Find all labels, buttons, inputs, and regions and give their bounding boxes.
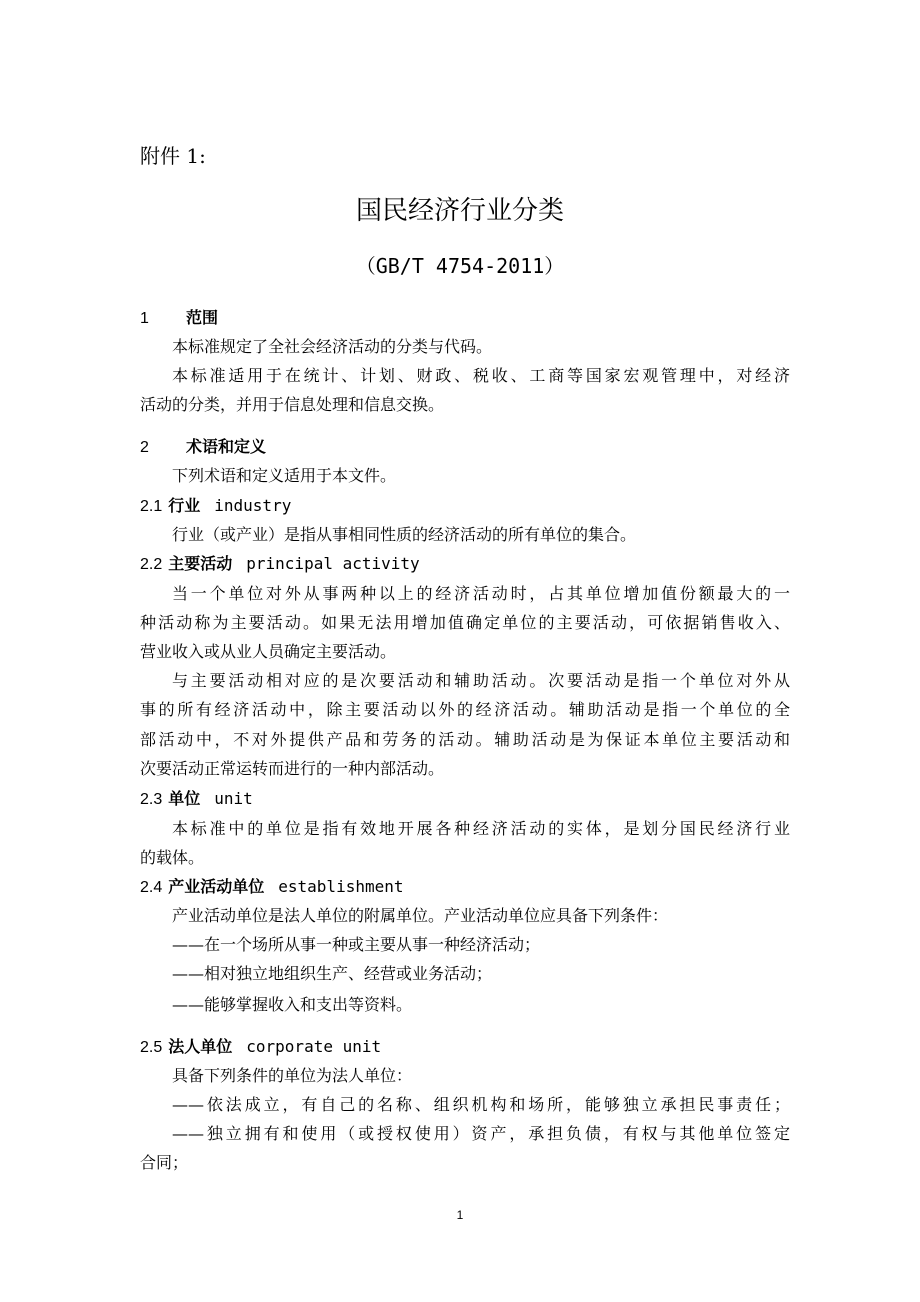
text-line: 具备下列条件的单位为法人单位： (172, 1066, 413, 1085)
section-title: 主要活动 (168, 554, 233, 573)
section-heading-2-2 (140, 553, 790, 576)
section-title: 术语和定义 (186, 437, 267, 456)
text-line: 种活动称为主要活动。如果无法用增加值确定单位的主要活动，可依据销售收入、 (140, 613, 790, 632)
section-number: 2.1 (140, 498, 163, 515)
section-number: 2.4 (140, 879, 163, 896)
section-heading-2-5 (140, 1036, 790, 1059)
section-title: 法人单位 (168, 1037, 233, 1056)
section-term-en: establishment (278, 877, 404, 896)
text-line: 当一个单位对外从事两种以上的经济活动时，占其单位增加值份额最大的一 (172, 584, 790, 603)
text-line: 本标准适用于在统计、计划、财政、税收、工商等国家宏观管理中，对经济 (172, 366, 790, 385)
text-line: ——能够掌握收入和支出等资料。 (172, 995, 413, 1014)
section-heading-2 (140, 436, 790, 459)
section-title: 行业 (168, 496, 201, 515)
section-number: 1 (140, 310, 149, 327)
text-line: ——独立拥有和使用（或授权使用）资产，承担负债，有权与其他单位签定 (172, 1124, 790, 1143)
section-heading-2-4 (140, 876, 790, 899)
section-title: 产业活动单位 (168, 877, 265, 896)
text-line: 行业（或产业）是指从事相同性质的经济活动的所有单位的集合。 (172, 525, 637, 544)
section-title: 单位 (168, 789, 201, 808)
text-line: 部活动中，不对外提供产品和劳务的活动。辅助活动是为保证本单位主要活动和 (140, 730, 790, 749)
text-line: 产业活动单位是法人单位的附属单位。产业活动单位应具备下列条件： (172, 906, 669, 925)
annex-label: 附件 1: (140, 144, 206, 168)
text-line: 营业收入或从业人员确定主要活动。 (140, 642, 397, 661)
text-line: 事的所有经济活动中，除主要活动以外的经济活动。辅助活动是指一个单位的全 (140, 700, 790, 719)
text-line: 活动的分类，并用于信息处理和信息交换。 (140, 395, 445, 414)
text-line: 次要活动正常运转而进行的一种内部活动。 (140, 759, 445, 778)
text-line: 与主要活动相对应的是次要活动和辅助活动。次要活动是指一个单位对外从 (172, 671, 790, 690)
section-title: 范围 (186, 308, 219, 327)
section-number: 2.3 (140, 791, 163, 808)
section-term-en: unit (214, 789, 253, 808)
text-line: 的载体。 (140, 848, 205, 867)
text-line: ——相对独立地组织生产、经营或业务活动； (172, 964, 493, 983)
section-heading-1 (140, 307, 790, 330)
text-line: ——依法成立，有自己的名称、组织机构和场所，能够独立承担民事责任； (172, 1095, 790, 1114)
page-number: 1 (456, 1208, 464, 1222)
text-line: 合同； (140, 1153, 189, 1172)
section-number: 2.5 (140, 1039, 163, 1056)
document-title: 国民经济行业分类 (355, 196, 564, 226)
document-subtitle: （GB/T 4754-2011） (355, 254, 565, 278)
text-line: ——在一个场所从事一种或主要从事一种经济活动； (172, 935, 541, 954)
text-line: 本标准规定了全社会经济活动的分类与代码。 (172, 337, 493, 356)
section-term-en: industry (214, 496, 292, 515)
section-heading-2-1 (140, 495, 790, 518)
section-heading-2-3 (140, 788, 790, 811)
section-term-en: corporate unit (246, 1037, 382, 1056)
section-number: 2.2 (140, 556, 163, 573)
section-number: 2 (140, 439, 149, 456)
text-line: 下列术语和定义适用于本文件。 (172, 466, 397, 485)
text-line: 本标准中的单位是指有效地开展各种经济活动的实体，是划分国民经济行业 (172, 819, 790, 838)
section-term-en: principal activity (246, 554, 420, 573)
